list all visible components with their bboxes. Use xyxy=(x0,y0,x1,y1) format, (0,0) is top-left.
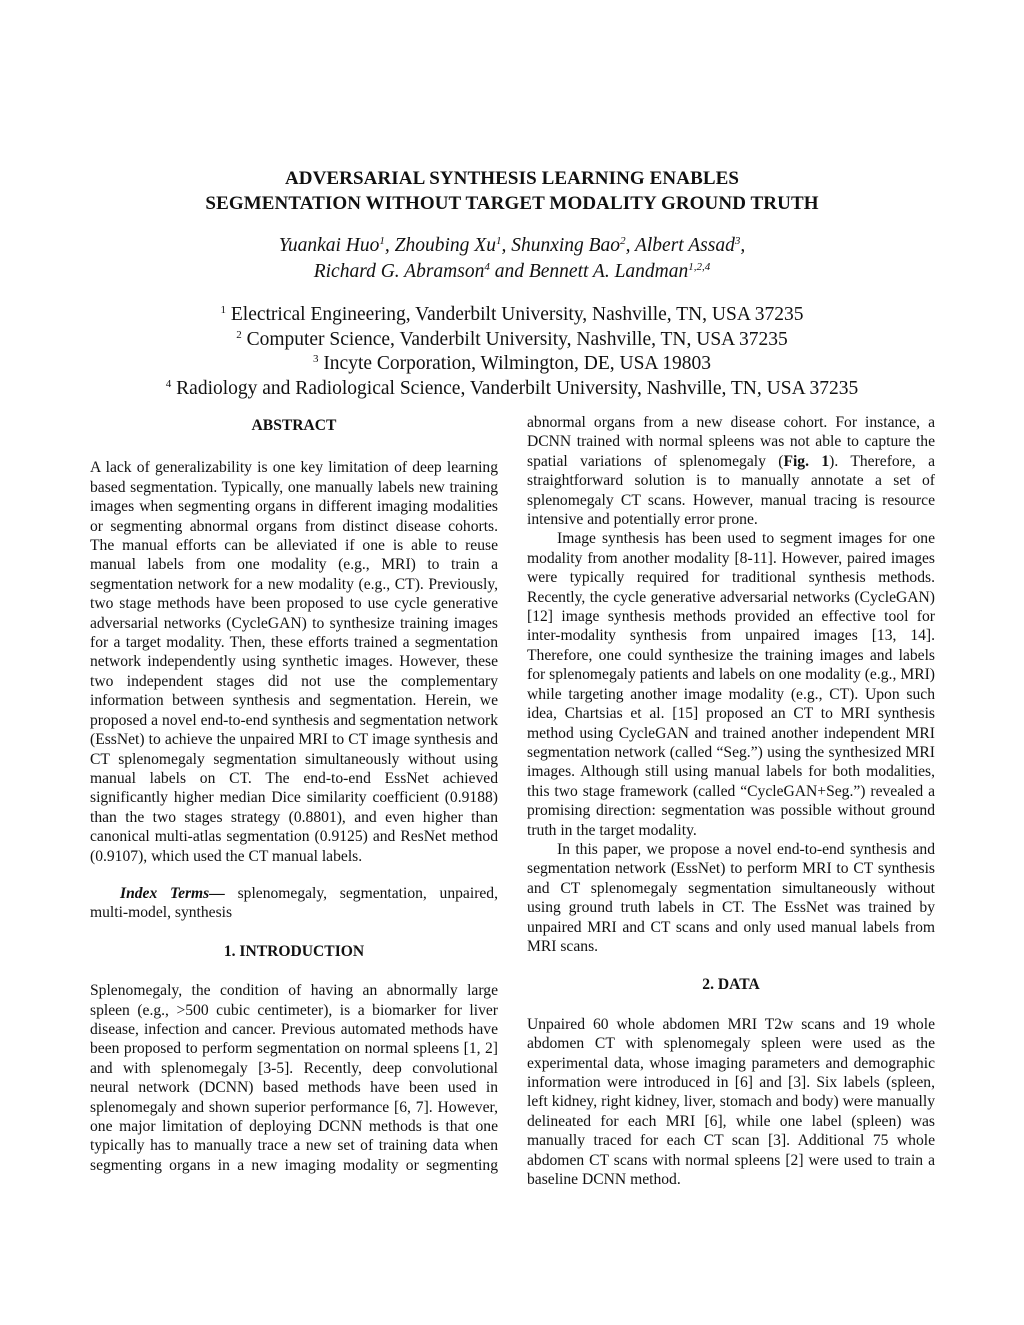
index-terms-text: splenomegaly, segmentation, unpaired, multi-model, synthesis xyxy=(90,884,498,922)
left-column xyxy=(90,412,498,1175)
abstract-heading: ABSTRACT xyxy=(251,417,337,434)
affiliation-number: 4 xyxy=(165,377,172,390)
author-line-2 xyxy=(0,259,1024,285)
affiliation-item xyxy=(0,303,1024,328)
introduction-p1-continued-text: abnormal organs from a new disease cohort. For instance, a DCNN trained with normal spleens was not able to capture the spatial variations of splenomegaly ( xyxy=(527,414,935,470)
figure-reference: Fig. 1 xyxy=(783,452,830,470)
affiliation-item xyxy=(0,352,1024,377)
affiliation-number: 3 xyxy=(312,353,319,365)
introduction-paragraph-1 xyxy=(90,981,498,1175)
author-affiliation: 3 xyxy=(734,235,741,247)
paper-title xyxy=(0,166,1024,216)
author-separator: , xyxy=(625,235,635,256)
author-line-1 xyxy=(0,233,1024,259)
title-line-2: SEGMENTATION WITHOUT TARGET MODALITY GROUND TRUTH xyxy=(205,193,819,214)
data-paragraph: Unpaired 60 whole abdomen MRI T2w scans and 19 whole abdomen CT with splenomegaly spleen were used as the experimental data, whose imaging parameters and demographic information were introduced in [6] and [3]. Six labels (spleen, left kidney, right kidney, liver, stomach and body) were manually delineated for each MRI [6], while one label (spleen) was manually traced for each CT scan [3]. Additional 75 whole abdomen CT scans with normal spleens [2] were used to train a baseline DCNN method. xyxy=(527,1015,935,1189)
affiliation-number: 2 xyxy=(236,328,242,341)
index-terms xyxy=(90,884,498,923)
author-list xyxy=(0,233,1024,285)
introduction-heading: 1. INTRODUCTION xyxy=(223,942,365,960)
author-affiliation: 1 xyxy=(379,235,385,247)
introduction-p1-end: ). Therefore, a straightforward solution is to manually annotate a set of splenomegaly CT scans. However, manual tracing is resource intensive and potentially error prone. xyxy=(527,452,935,529)
index-terms-label: Index Terms— xyxy=(120,884,225,902)
affiliation-text: Electrical Engineering, Vanderbilt University, Nashville, TN, USA 37235 xyxy=(230,304,804,325)
author-name: Yuankai Huo xyxy=(278,235,380,256)
abstract-text: A lack of generalizability is one key limitation of deep learning based segmentation. Typically, one manually labels new training images when segmenting organs in different imaging modalities or segmenting abnormal organs from distinct disease cohorts. The manual efforts can be alleviated if one is able to reuse manual labels from one modality (e.g., MRI) to train a segmentation network for a new modality (e.g., CT). Previously, two stage methods have been proposed to use cycle generative adversarial networks (CycleGAN) to synthesize training images for a target modality. Then, these efforts trained a segmentation network independently using synthetic images. However, these two independent stages did not use the complementary information between synthesis and segmentation. Herein, we proposed a novel end-to-end synthesis and segmentation network (EssNet) to achieve the unpaired MRI to CT image synthesis and CT splenomegaly segmentation simultaneously without using manual labels on CT. The end-to-end EssNet achieved significantly higher median Dice similarity coefficient (0.9188) than the two stages strategy (0.8801), and even higher than canonical multi-atlas segmentation (0.9125) and ResNet method (0.9107), which used the CT manual labels. xyxy=(90,459,498,865)
author-name: Bennett A. Landman xyxy=(528,261,689,282)
affiliation-text: Computer Science, Vanderbilt University, Nashville, TN, USA 37235 xyxy=(246,328,788,350)
author-separator: and xyxy=(489,261,529,282)
introduction-paragraph-2: Image synthesis has been used to segment images for one modality from another modality [8-11]. However, paired images were typically required for traditional synthesis methods. Recently, the cycle generative adversarial networks (CycleGAN) [12] image synthesis methods provided an effective tool for inter-modality synthesis from unpaired images [13, 14]. Therefore, one could synthesize the training images and labels for splenomegaly patients and labels on one modality (e.g., MRI) while targeting another image modality (e.g., CT). Upon such idea, Chartsias et al. [15] proposed an CT to MRI synthesis method using CycleGAN and trained another independent MRI segmentation network (called “Seg.”) using the synthesized MRI images. Although still using manual labels for both modalities, this two stage framework (called “CycleGAN+Seg.”) revealed a promising direction: segmentation was possible without ground truth in the target modality. xyxy=(527,530,935,839)
affiliation-number: 1 xyxy=(220,304,226,316)
author-name: Richard G. Abramson xyxy=(313,261,485,282)
author-separator: , xyxy=(384,235,395,256)
author-affiliation: 4 xyxy=(484,261,490,273)
author-name: Shunxing Bao xyxy=(511,235,621,256)
title-line-1: ADVERSARIAL SYNTHESIS LEARNING ENABLES xyxy=(284,168,740,189)
affiliation-text: Incyte Corporation, Wilmington, DE, USA 19803 xyxy=(323,353,712,374)
author-separator: , xyxy=(740,235,746,256)
author-name: Albert Assad xyxy=(634,235,735,256)
data-heading: 2. DATA xyxy=(702,976,760,994)
author-affiliation: 2 xyxy=(620,235,626,247)
introduction-p1-text: Splenomegaly, the condition of having an abnormally large spleen (e.g., >500 cubic centimeter), is a biomarker for liver disease, infection and cancer. Previous automated methods have been proposed to perform segmentation on normal spleens [1, 2] and with splenomegaly [3-5]. Recently, deep convolutional neural network (DCNN) based methods have been used in splenomegaly and shown superior performance [6, 7]. However, one major limitation of deploying DCNN methods is that one typically has to manually trace a new set of training data when segmenting organs in a new imaging modality or segmenting xyxy=(90,982,498,1174)
affiliation-item xyxy=(0,377,1024,402)
affiliation-text: Radiology and Radiological Science, Vanderbilt University, Nashville, TN, USA 37235 xyxy=(176,377,859,399)
author-affiliation: 1,2,4 xyxy=(688,261,711,273)
affiliation-item xyxy=(0,328,1024,353)
introduction-paragraph-1-continued xyxy=(527,413,935,529)
author-separator: , xyxy=(501,235,512,256)
author-name: Zhoubing Xu xyxy=(394,235,496,256)
introduction-paragraph-3: In this paper, we propose a novel end-to-end synthesis and segmentation network (EssNet) to perform MRI to CT synthesis and CT splenomegaly segmentation simultaneously without using ground truth labels in CT. The EssNet was trained by unpaired MRI and CT scans and only used manual labels from MRI scans. xyxy=(527,840,935,955)
right-column xyxy=(527,413,935,1189)
affiliation-list xyxy=(0,303,1024,401)
author-affiliation: 1 xyxy=(495,235,502,247)
